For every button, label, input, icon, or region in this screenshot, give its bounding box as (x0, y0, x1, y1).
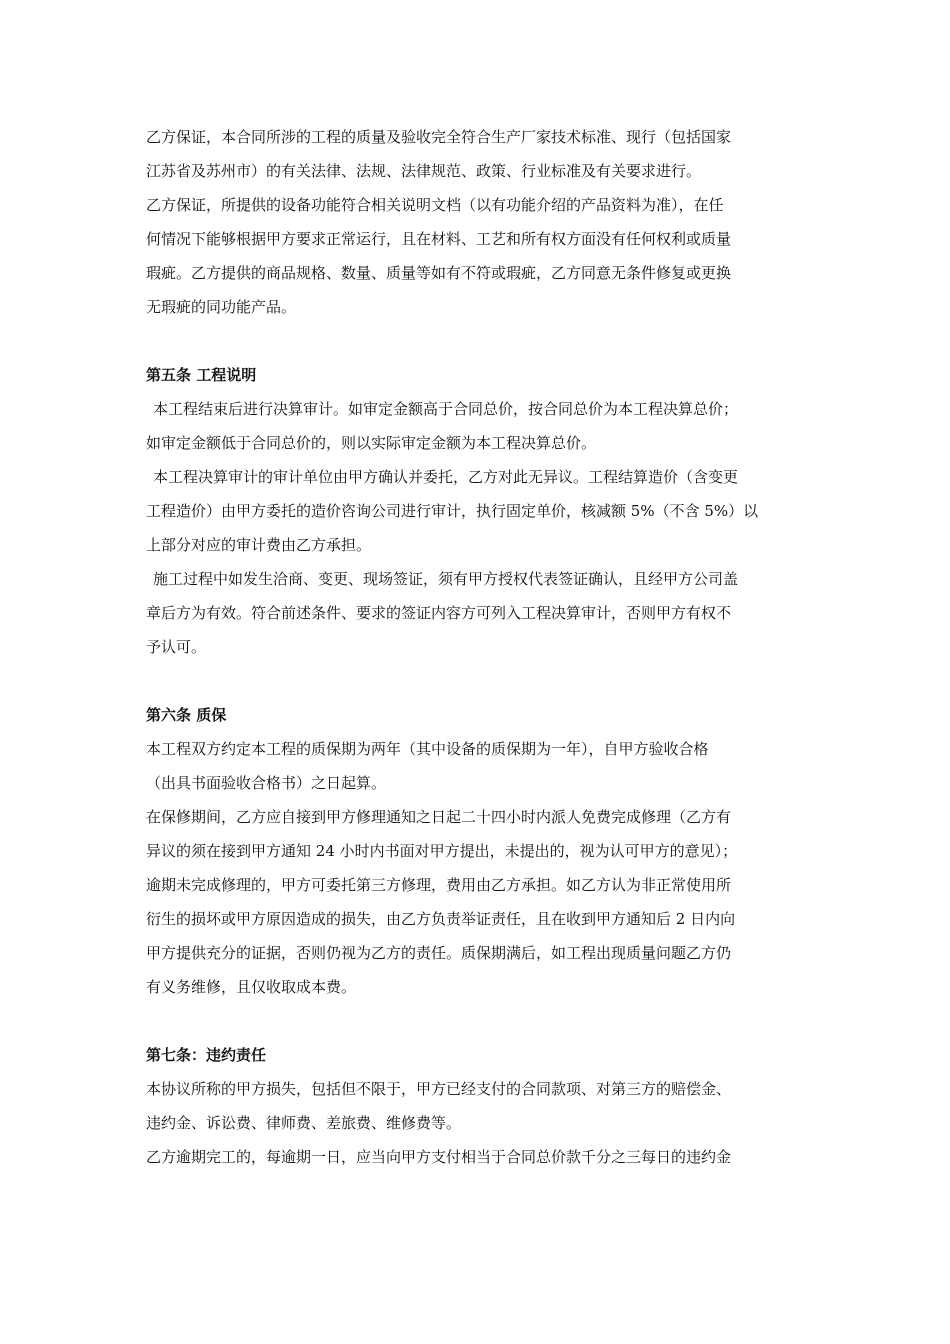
text-line: 异议的须在接到甲方通知 24 小时内书面对甲方提出，未提出的，视为认可甲方的意见）； (146, 842, 738, 860)
text-line: 有义务维修，且仅收取成本费。 (146, 978, 357, 996)
text-line: 施工过程中如发生洽商、变更、现场签证，须有甲方授权代表签证确认，且经甲方公司盖 (153, 570, 739, 588)
text-line: 逾期未完成修理的，甲方可委托第三方修理，费用由乙方承担。如乙方认为非正常使用所 (146, 876, 732, 894)
text-line: 乙方逾期完工的，每逾期一日，应当向甲方支付相当于合同总价款千分之三每日的违约金 (146, 1148, 732, 1166)
section-6 (146, 698, 810, 1004)
section-7 (146, 1038, 810, 1174)
section-5 (146, 358, 810, 664)
text-line: 江苏省及苏州市）的有关法律、法规、法律规范、政策、行业标准及有关要求进行。 (146, 162, 702, 180)
text-line: 乙方保证，本合同所涉的工程的质量及验收完全符合生产厂家技术标准、现行（包括国家 (146, 128, 732, 146)
text-line: 工程造价）由甲方委托的造价咨询公司进行审计，执行固定单价，核减额 5%（不含 5%）以 (146, 502, 759, 520)
text-line: 违约金、诉讼费、律师费、差旅费、维修费等。 (146, 1114, 462, 1132)
text-line: 衍生的损坏或甲方原因造成的损失，由乙方负责举证责任，且在收到甲方通知后 2 日内向 (146, 910, 736, 928)
text-line: 何情况下能够根据甲方要求正常运行，且在材料、工艺和所有权方面没有任何权利或质量 (146, 230, 732, 248)
section-heading: 第六条 质保 (146, 706, 227, 724)
text-line: 甲方提供充分的证据，否则仍视为乙方的责任。质保期满后，如工程出现质量问题乙方仍 (146, 944, 732, 962)
text-line: 上部分对应的审计费由乙方承担。 (146, 536, 372, 554)
text-line: 在保修期间，乙方应自接到甲方修理通知之日起二十四小时内派人免费完成修理（乙方有 (146, 808, 732, 826)
section-spacer (146, 324, 810, 358)
text-line: 瑕疵。乙方提供的商品规格、数量、质量等如有不符或瑕疵，乙方同意无条件修复或更换 (146, 264, 732, 282)
text-line: 本工程双方约定本工程的质保期为两年（其中设备的质保期为一年），自甲方验收合格 (146, 740, 709, 758)
text-line: 予认可。 (146, 638, 207, 656)
text-line: 本工程结束后进行决算审计。如审定金额高于合同总价，按合同总价为本工程决算总价； (153, 400, 739, 418)
text-line: （出具书面验收合格书）之日起算。 (146, 774, 387, 792)
document-body (146, 120, 810, 1174)
text-line: 如审定金额低于合同总价的，则以实际审定金额为本工程决算总价。 (146, 434, 597, 452)
section-heading: 第七条：违约责任 (146, 1046, 267, 1064)
section-heading: 第五条 工程说明 (146, 366, 257, 384)
section-spacer (146, 1004, 810, 1038)
text-line: 无瑕疵的同功能产品。 (146, 298, 297, 316)
text-line: 本工程决算审计的审计单位由甲方确认并委托，乙方对此无异议。工程结算造价（含变更 (153, 468, 739, 486)
text-line: 章后方为有效。符合前述条件、要求的签证内容方可列入工程决算审计，否则甲方有权不 (146, 604, 732, 622)
text-line: 乙方保证，所提供的设备功能符合相关说明文档（以有功能介绍的产品资料为准），在任 (146, 196, 724, 214)
section-spacer (146, 664, 810, 698)
text-line: 本协议所称的甲方损失，包括但不限于，甲方已经支付的合同款项、对第三方的赔偿金、 (146, 1080, 732, 1098)
intro-paragraphs (146, 120, 810, 324)
